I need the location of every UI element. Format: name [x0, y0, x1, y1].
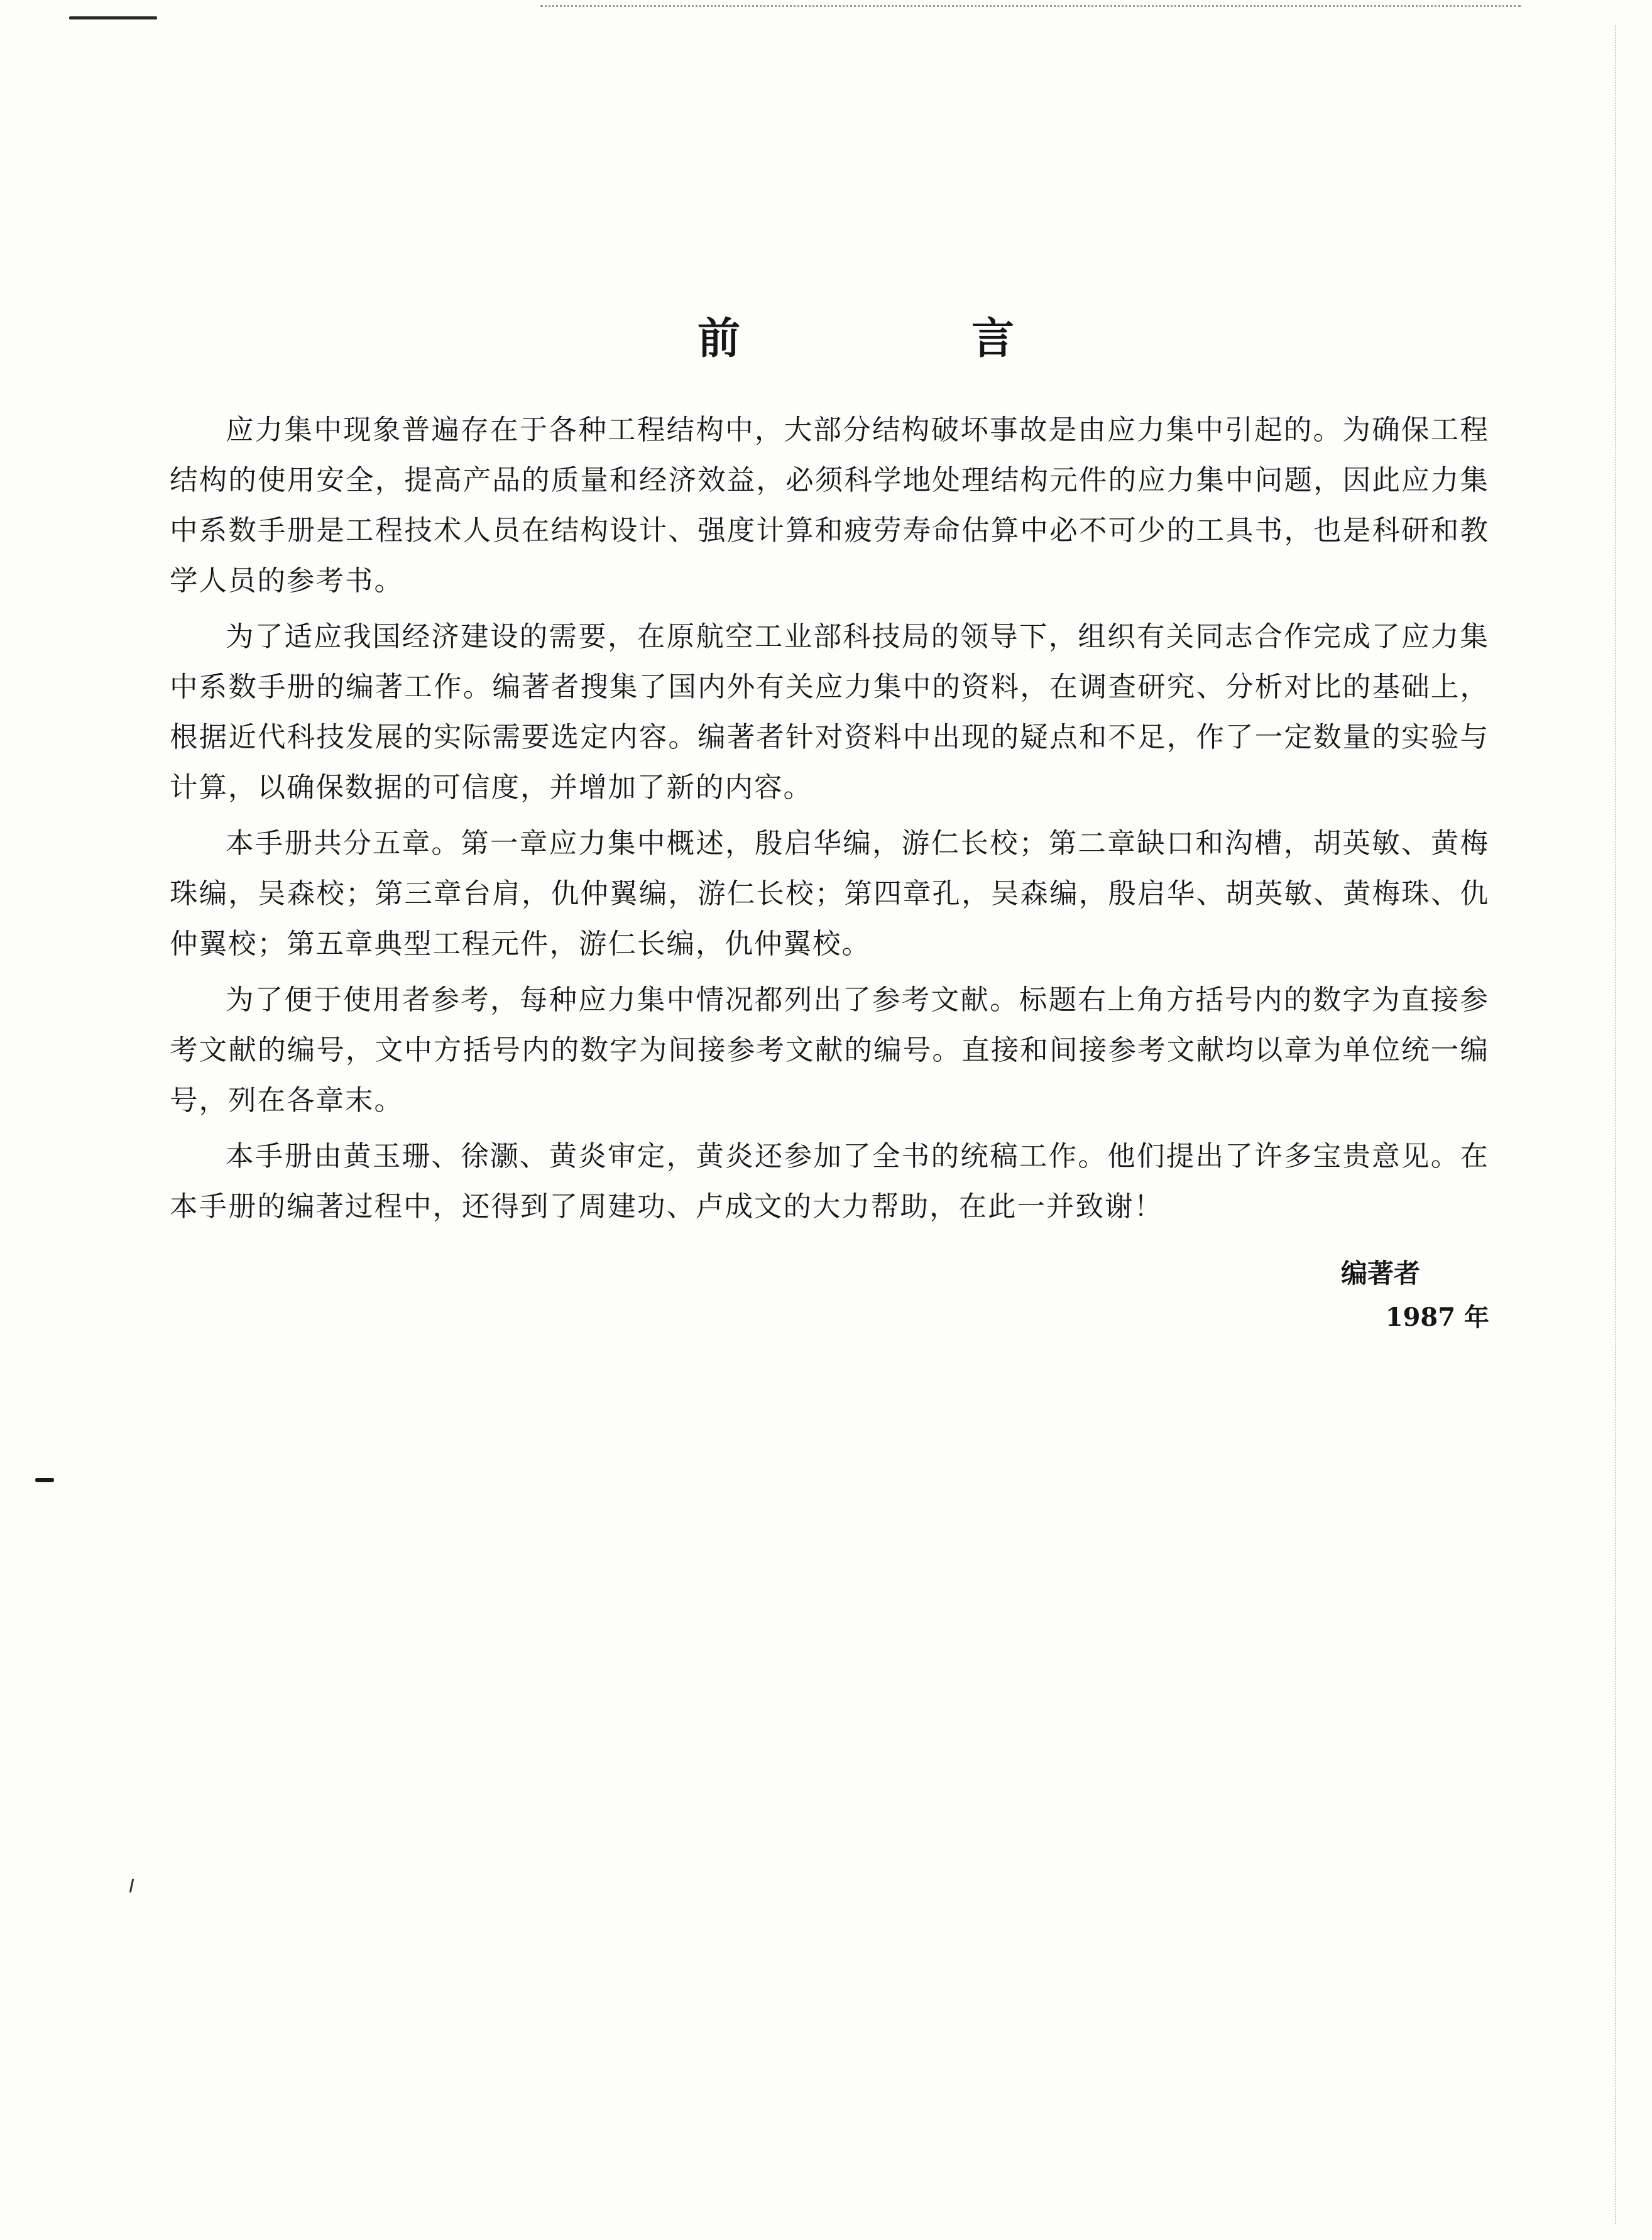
scan-artifact — [1615, 25, 1616, 2224]
signature-block — [1288, 1250, 1489, 1338]
paragraph: 为了适应我国经济建设的需要，在原航空工业部科技局的领导下，组织有关同志合作完成了应力集中系数手册的编著工作。编著者搜集了国内外有关应力集中的资料，在调查研究、分析对比的基础上，根据近代科技发展的实际需要选定内容。编著者针对资料中出现的疑点和不足，作了一定数量的实验与计算，以确保数据的可信度，并增加了新的内容。 — [170, 621, 1489, 804]
signature-author: 编著者 — [1340, 1258, 1420, 1289]
scan-artifact — [129, 1879, 134, 1893]
paragraph: 应力集中现象普遍存在于各种工程结构中，大部分结构破坏事故是由应力集中引起的。为确保工程结构的使用安全，提高产品的质量和经济效益，必须科学地处理结构元件的应力集中问题，因此应力集中系数手册是工程技术人员在结构设计、强度计算和疲劳寿命估算中必不可少的工具书，也是科研和教学人员的参考书。 — [170, 414, 1489, 597]
scan-artifact — [69, 16, 157, 19]
preface-body — [170, 405, 1489, 1238]
scan-artifact — [35, 1478, 54, 1482]
page-title: 前 言 — [697, 313, 1109, 364]
scan-artifact — [540, 5, 1521, 7]
paragraph: 本手册由黄玉珊、徐灏、黄炎审定，黄炎还参加了全书的统稿工作。他们提出了许多宝贵意见。在本手册的编著过程中，还得到了周建功、卢成文的大力帮助，在此一并致谢！ — [170, 1140, 1489, 1223]
paragraph: 本手册共分五章。第一章应力集中概述，殷启华编，游仁长校；第二章缺口和沟槽，胡英敏、黄梅珠编，吴森校；第三章台肩，仇仲翼编，游仁长校；第四章孔，吴森编，殷启华、胡英敏、黄梅珠、仇仲翼校；第五章典型工程元件，游仁长编，仇仲翼校。 — [170, 828, 1489, 960]
signature-date: 1987 年 — [1385, 1303, 1489, 1332]
paragraph: 为了便于使用者参考，每种应力集中情况都列出了参考文献。标题右上角方括号内的数字为直接参考文献的编号，文中方括号内的数字为间接参考文献的编号。直接和间接参考文献均以章为单位统一编号，列在各章末。 — [170, 984, 1489, 1117]
